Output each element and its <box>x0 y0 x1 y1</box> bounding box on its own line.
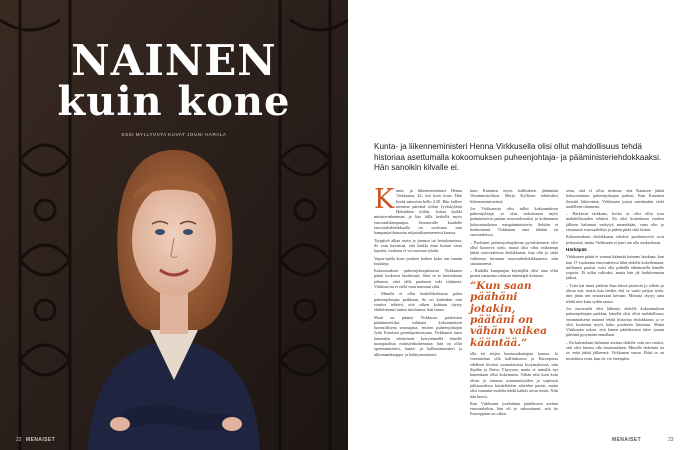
headline-line-2: kuin kone <box>57 78 291 125</box>
pull-quote: ”Kun saan päähäni jotakin, päätäni on vähän vaikea kääntää.” <box>470 279 547 349</box>
body-column-1 <box>374 184 462 359</box>
body-paragraph: Virkkunen päätti ei vonnut käännää kuinnes lainkaan, kun hän 17-vuotiaana eurovaaleissa lähti ehdolle kokeilemaan, millainen puolue voisi olla pitkällä tähtäimellä hänelle sopivin. Ei tullut valituksi, mutta hän jäi harkitsemaan jatkoa. <box>566 254 664 281</box>
body-paragraph: Jos eurovaalit olisi lähtenyt ehdolle kokoomuksen puheenjohtajan paikkaa, hänellä olisi ollut mahdollisuus ensimmäisenä naisena tehdä historiaa ehdokkaana ja se olisi koskenut myös koko puolueen historiaa. Mutta Virkkunen uskoo, että hänen päätöksensä tulee jonain päivänä pysymään ennallaan. <box>566 305 664 338</box>
body-paragraph: Kokoomuksen ehdokkaana tehtävä puoluetoverit ovat pettyneitä, mutta Virkkunen ei juuri aio olla moksiskaan. <box>566 234 664 245</box>
lead-paragraph: Kunta- ja liikenneministeri Henna Virkkusella olisi ollut mahdollisuus tehdä historiaa asettumalla kokoomuksen puheenjohtaja- ja pääministeriehdokkaaksi. Hän sanoikin kilvalle ei. <box>374 142 662 173</box>
body-column-3 <box>566 188 664 363</box>
drop-cap: K <box>374 184 395 215</box>
subheading: Härkäpää <box>566 246 587 252</box>
magazine-name-left: MENAISET <box>26 437 56 443</box>
body-paragraph: – Puolueen puheenjohtajakisan pyörittäminen olisi ollut luonteva siirto, mutta olisi ollut vaikeampi jättää eurovaaleissa ehdokkaana, kun olin jo siinä vaiheessa luvannut eurovaaliehdokkuuteen, niin sitoutuneesti. <box>470 239 558 266</box>
body-paragraph: – En kuitenkaan halunnut asettua ehdolle vain sen vuoksi, että olisi hienoa olla ensimmäinen. Minulle tärkeintä on se, mitä jättää jälkeensä. Virkkunen sanoo. Ehkä se on nostettava esiin, kun tie vie eteenpäin. <box>566 339 664 361</box>
body-paragraph: – Totta kai minä pitäisin ihan kiinni pienestä jo silloin jo alusta asti, mutta kun tiedän, että se vaatii paljon työtä, niin jätän sen seuraavaan kertaan. Minusta täytyy aina tehdä niin kuin sydän sanoo. <box>566 282 664 304</box>
body-paragraph: Kokoomuksen puheenjohtajakisasta Virkkunen päätti luokseen luultavasti. Siitä se ei luotetakaan johtanut, ettei tälle puolueen tuki riittäneet. Virkkusesta ei vielä vaan tuntunut siltä. <box>374 268 462 290</box>
body-column-2 <box>470 188 558 419</box>
headline-line-1: NAINEN <box>71 36 277 85</box>
body-paragraph: olla eri alojen kuntavaikuttajien kanssa. Ja voimmehan olla hallituksessa ja Euroopassa edelleen tiiviisti suomalaisissa kysymyksissä, niin Sipilän ja Paavo Väyrysen, mutta ei minulla nyt kuitenkaan ollut kokemusta. Vähän niin kuin kuin olisin jo tottunut asiantuntijoiden ja sopivasti julkisuudessa käsiteltävien aiheiden pariin, mutta olisi tuntunut oudolta tehdä kaikki aivan toisin. Niin hän kertoi. <box>470 351 558 399</box>
body-paragraph: – Harkitsin tarkkaan, koska se olisi ollut ison mahdollisuuden tehtävä. En olisi kuitenkaan vaalien jälkeen halunnut vetäytyä minnekään, vaan olin jo sitoutunut eurovaaleihin ja päätin pitää siitä kiinni. <box>566 211 664 233</box>
page-number-left: 22 <box>16 437 22 443</box>
body-paragraph: sesta, että ei ollut tiedossa, että Kataisen jättää kokoomuksen puheenjohtajan paikan. Kun Katainen ilmoitti lähtevänsä, Virkkunen joutui miettimään vielä uudelleen tilannetta. <box>566 188 664 209</box>
magazine-name-right: MENAISET <box>612 437 642 443</box>
body-paragraph: Moni on pitänyt Virkkusta, paulaisten pääministeriksi valittuna kokoomuksen luonnollisena seuraajana, entisen puheenjohtajan Jyrki Kataisen perintöprinsessana. Virkkunen tunsi kuitenkin tehtävänsä kerryttämällä hänelle monipuolista ministerikokemusta: hän on ollut opetusministeri, kunta- ja hallintoministeri ja ulkomaankauppa- ja kehitysministeri. <box>374 314 462 357</box>
body-paragraph: Työpäivä alkaa usein jo junassa tai lentokoneessa. Se vain havaittaa, että kaikki muu hoituu vasta lopuksi, osaltaan ei voi suoraan tykätä. <box>374 237 462 254</box>
body-paragraph: Kun Virkkunen jouduttuun päätökseen asettua eurovaaleihin, hän oli jo vakuuttunut, että tie Eurooppaan on oikea. <box>470 400 558 417</box>
body-paragraph: Jos Virkkusesta olisi tullut kokoomuksen puheenjohtaja, se olisi tarkoittanut myös pääministerin paikan neuvoteltavaksi ja kolmannen kokoomuslaisen naispääministerin. Sekään ei houkuttanut. Virkkunen oma tähtäin on eurovaaleissa. <box>470 205 558 238</box>
body-paragraph: – Kaikilla kampanjan käyttäjillä olisi aina ollut pientä tunnettua vääristä äänestäjät kohtaan. <box>470 268 558 279</box>
body-paragraph: unta- ja liikenneministeri Henna Virkkunen, 42, tuli kuin kone. Hän herää aamuisin kello 4.30. Hän kulkee monena päivänä töihin Jyväskylästä Helsinkiin töihin, hoitaa kaikki ministerinhommat ja käy tällä hetkellä myös eurovaalikampanjaa. Seuraavalle kaudelle eurovaaliehdokkaalla on sovittuna sata kampanjatilaisuutta ruhjaisäkymmenessä kuussa. <box>374 188 462 236</box>
body-paragraph: – Minulla ei ollut henkilökohtaista paloa puheenjohtajan paikkaan. Se on kuitenkin niin vaativa tehtävä, että siihen kohtaan täytyy ehdottomasti tuntea intohimoa, hän sanoo. <box>374 291 462 313</box>
page-number-right: 23 <box>668 437 674 443</box>
body-paragraph: Vapaa-ajalla kone juoksee kaiken koko sen tunnin loukkeja. <box>374 255 462 266</box>
body-paragraph: kuin Katainen myös hallituksen jättämään Vasemmistoliiton Merja Kyllösen tehtäväksi liikenneministerinä. <box>470 188 558 204</box>
credits: ESSI MYLLYVIITA KUVAT JOUNI HARALA <box>121 132 227 137</box>
